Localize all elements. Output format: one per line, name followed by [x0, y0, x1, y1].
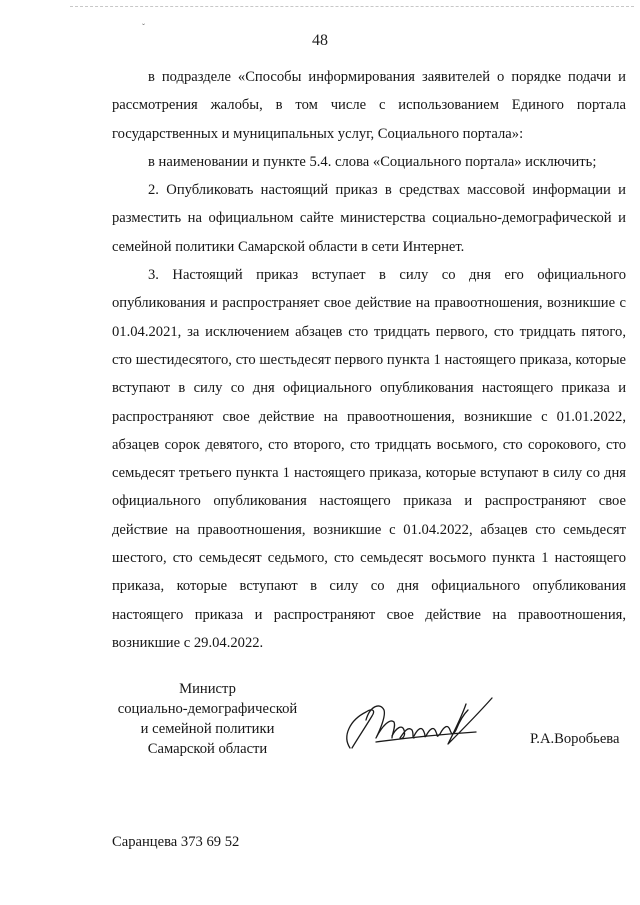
- paragraph-publish-order: 2. Опубликовать настоящий приказ в средствах массовой информации и разместить на официальном сайте министерства социально-демографической и семейной политики Самарской области в сети Интернет.: [112, 182, 626, 255]
- signatory-title: [100, 679, 315, 759]
- scan-edge-line: [70, 6, 634, 7]
- paragraph-effective-date: 3. Настоящий приказ вступает в силу со дня его официального опубликования и распространяет свое действие на правоотношения, возникшие с 01.04.2021, за исключением абзацев сто тридцать первого, сто тридцать пятого, сто шестидесятого, сто шестьдесят первого пункта 1 настоящего приказа, которые вступают в силу со дня официального опубликования настоящего приказа и распространяют свое действие на правоотношения, возникшие с 01.01.2022, абзацев сорок девятого, сто второго, сто тридцать восьмого, сто сорокового, сто семьдесят третьего пункта 1 настоящего приказа, которые вступают в силу со дня официального опубликования настоящего приказа и распространяют свое действие на правоотношения, возникшие с 01.04.2022, абзацев сто семьдесят шестого, сто семьдесят седьмого, сто семьдесят восьмого пункта 1 настоящего приказа, которые вступают в силу со дня официального опубликования настоящего приказа и распространяют свое действие на правоотношения, возникшие с 29.04.2022.: [112, 267, 626, 651]
- document-body: [112, 63, 626, 657]
- signer-name: Р.А.Воробьева: [530, 731, 620, 747]
- signatory-title-line: Министр: [179, 681, 236, 697]
- scan-artifact-mark: ˇ: [142, 22, 145, 32]
- executor-contact: Саранцева 373 69 52: [112, 834, 240, 850]
- paragraph-complaints-subsection: в подразделе «Способы информирования заявителей о порядке подачи и рассмотрения жалобы, в том числе с использованием Единого портала государственных и муниципальных услуг, Социального портала»:: [112, 69, 626, 142]
- signatory-title-line: социально-демографической: [117, 701, 298, 717]
- signatory-title-line: и семейной политики: [140, 721, 275, 737]
- page-number: 48: [312, 32, 328, 49]
- handwritten-signature: [336, 686, 496, 756]
- signatory-title-line: Самарской области: [147, 741, 268, 757]
- paragraph-item-5-4: в наименовании и пункте 5.4. слова «Социального портала» исключить;: [148, 153, 597, 170]
